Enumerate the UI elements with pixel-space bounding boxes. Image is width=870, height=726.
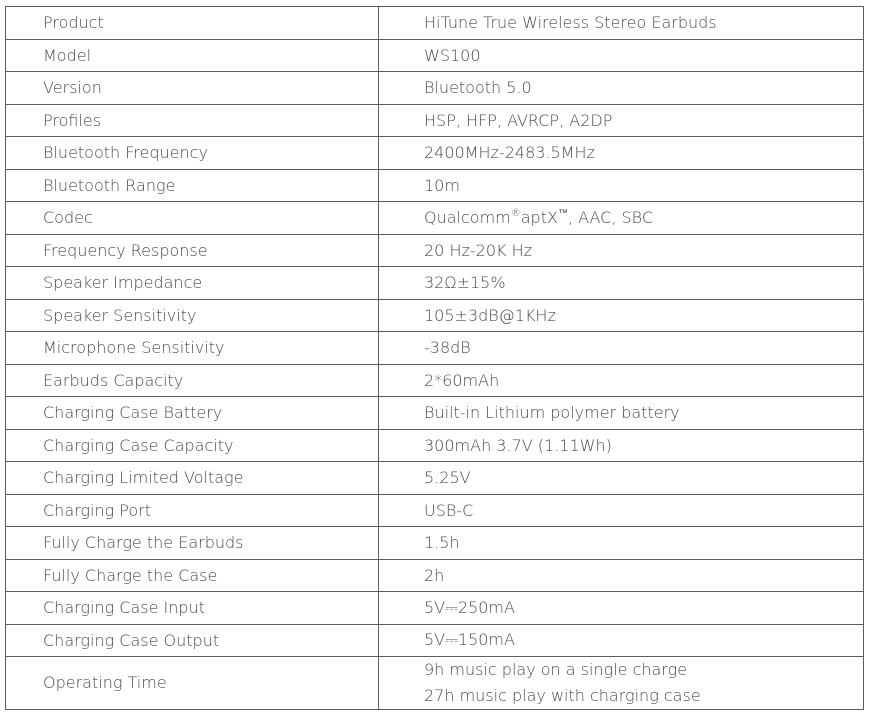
table-row <box>6 137 864 170</box>
spec-value: 32Ω±15% <box>379 267 864 300</box>
table-row <box>6 39 864 72</box>
table-row <box>6 592 864 625</box>
operating-time-line: 9h music play on a single charge <box>424 660 688 679</box>
codec-aptx: aptX <box>520 208 558 228</box>
spec-value: 300mAh 3.7V (1.11Wh) <box>379 429 864 462</box>
spec-value: 5V⎓150mA <box>379 624 864 657</box>
spec-label: Charging Case Input <box>6 592 379 625</box>
spec-value: 105±3dB@1KHz <box>379 299 864 332</box>
table-row <box>6 397 864 430</box>
spec-label: Charging Case Battery <box>6 397 379 430</box>
spec-table <box>5 6 864 710</box>
table-row <box>6 657 864 710</box>
spec-label: Product <box>6 7 379 40</box>
operating-time-line: 27h music play with charging case <box>424 686 701 705</box>
spec-value: -38dB <box>379 332 864 365</box>
spec-label: Fully Charge the Earbuds <box>6 527 379 560</box>
codec-others: , AAC, SBC <box>567 208 654 228</box>
spec-value: 2h <box>379 559 864 592</box>
registered-mark: ® <box>510 207 521 219</box>
spec-value: 2*60mAh <box>379 364 864 397</box>
spec-value: 5V⎓250mA <box>379 592 864 625</box>
table-row <box>6 364 864 397</box>
spec-label: Codec <box>6 202 379 235</box>
codec-qualcomm: Qualcomm <box>424 208 511 228</box>
spec-value <box>379 657 864 710</box>
spec-label: Speaker Impedance <box>6 267 379 300</box>
table-row <box>6 7 864 40</box>
table-row <box>6 72 864 105</box>
spec-value: HiTune True Wireless Stereo Earbuds <box>379 7 864 40</box>
spec-value: HSP, HFP, AVRCP, A2DP <box>379 104 864 137</box>
spec-label: Speaker Sensitivity <box>6 299 379 332</box>
table-row <box>6 104 864 137</box>
spec-value: 5.25V <box>379 462 864 495</box>
table-row <box>6 527 864 560</box>
table-row <box>6 494 864 527</box>
spec-label: Charging Case Capacity <box>6 429 379 462</box>
spec-label: Fully Charge the Case <box>6 559 379 592</box>
table-row <box>6 462 864 495</box>
table-row <box>6 624 864 657</box>
table-row <box>6 332 864 365</box>
table-row <box>6 559 864 592</box>
spec-value: 1.5h <box>379 527 864 560</box>
spec-label: Charging Port <box>6 494 379 527</box>
spec-label: Profiles <box>6 104 379 137</box>
spec-value: USB-C <box>379 494 864 527</box>
table-row <box>6 202 864 235</box>
spec-label: Operating Time <box>6 657 379 710</box>
spec-value: WS100 <box>379 39 864 72</box>
trademark-mark: ™ <box>557 207 568 219</box>
spec-label: Charging Limited Voltage <box>6 462 379 495</box>
spec-value <box>379 202 864 235</box>
spec-label: Model <box>6 39 379 72</box>
spec-value: 2400MHz-2483.5MHz <box>379 137 864 170</box>
spec-value: Bluetooth 5.0 <box>379 72 864 105</box>
spec-label: Bluetooth Frequency <box>6 137 379 170</box>
spec-label: Charging Case Output <box>6 624 379 657</box>
spec-label: Earbuds Capacity <box>6 364 379 397</box>
table-row <box>6 234 864 267</box>
spec-label: Microphone Sensitivity <box>6 332 379 365</box>
spec-label: Version <box>6 72 379 105</box>
table-row <box>6 169 864 202</box>
spec-value: Built-in Lithium polymer battery <box>379 397 864 430</box>
spec-label: Frequency Response <box>6 234 379 267</box>
table-row <box>6 299 864 332</box>
spec-value: 10m <box>379 169 864 202</box>
spec-label: Bluetooth Range <box>6 169 379 202</box>
table-row <box>6 267 864 300</box>
spec-value: 20 Hz-20K Hz <box>379 234 864 267</box>
table-row <box>6 429 864 462</box>
